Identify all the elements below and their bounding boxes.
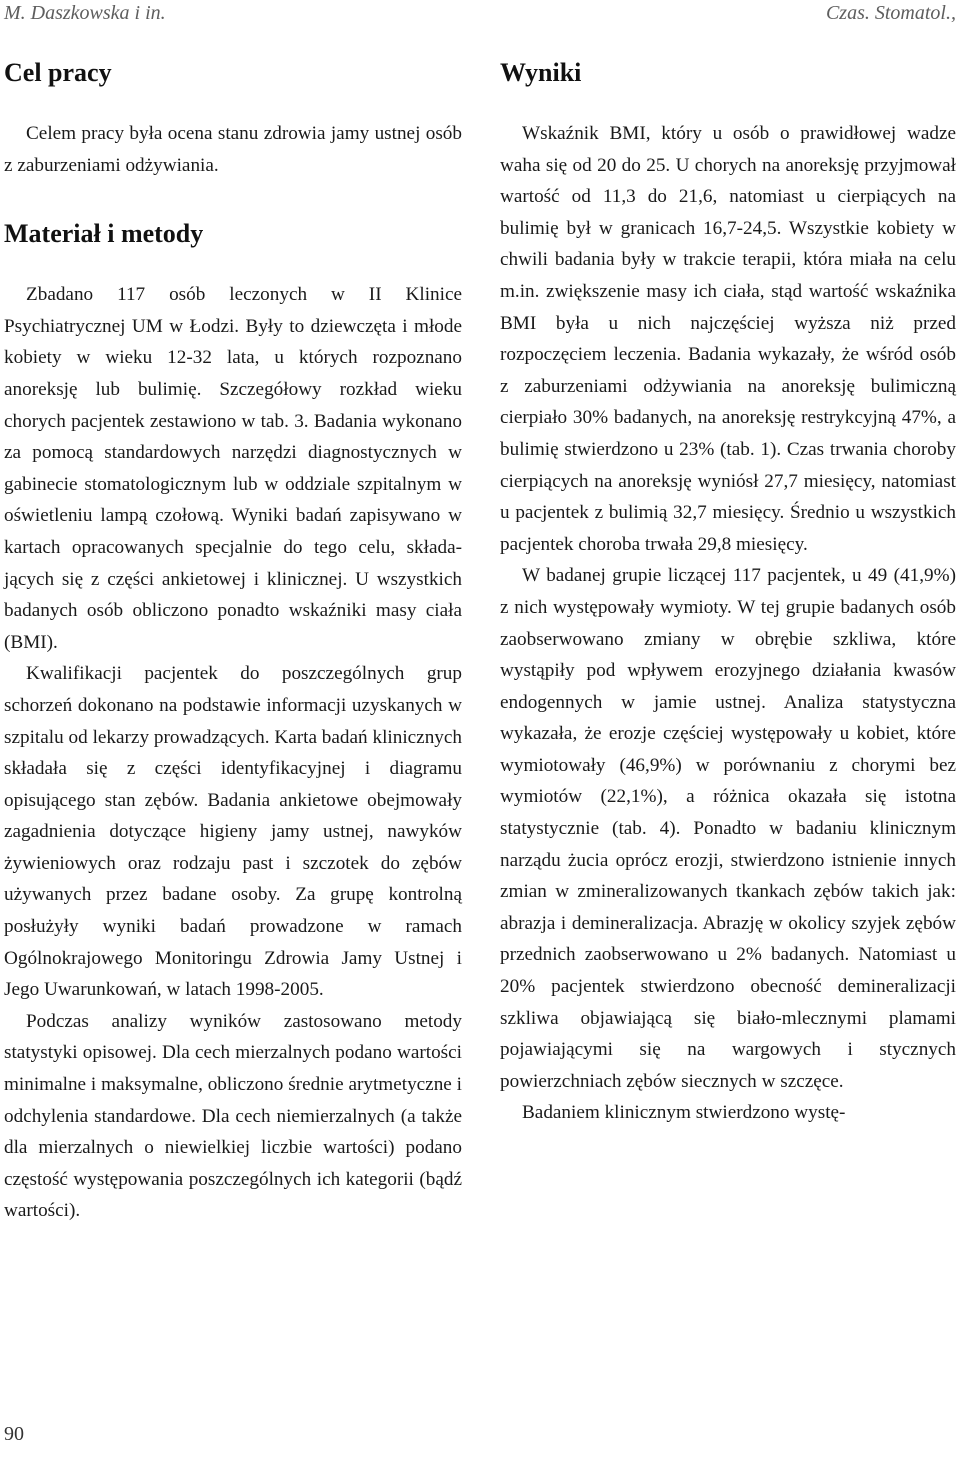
methods-paragraph-3: Podczas analizy wyników zastosowano metody statystyki opisowej. Dla cech mierzalnych podano wartości minimalne i maksymalne, obliczono średnie arytmetyczne i odchylenia standardowe. Dla cech niemierzalnych (a także dla mierzalnych o niewielkiej liczbie wartości) podano częstość występowania poszczególnych ich kategorii (bądź wartości). [4, 1010, 462, 1222]
results-paragraph-1: Wskaźnik BMI, który u osób o prawidłowej wadze waha się od 20 do 25. U chorych na anoreksję przyjmował wartość od 11,3 do 21,6, natomiast u cierpiących na bulimię był w granicach 16,7-24,5. Wszystkie kobiety w chwili badania były w trakcie terapii, która miała na celu m.in. zwiększenie masy ich ciała, stąd wartość wskaźnika BMI była u nich najczęściej wyższa niż przed rozpoczęciem leczenia. Badania wykazały, że wśród osób z zaburzeniami odżywiania na anoreksję bulimiczną cierpiało 30% badanych, na anoreksję restrykcyjną 47%, a bulimię stwierdzono u 23% (tab. 1). Czas trwania choroby cierpiących na anoreksję wyniósł 27,7 miesięcy, natomiast u pacjentek z bulimią 32,7 miesięcy. Średnio u wszystkich pacjentek choroba trwała 29,8 miesięcy. [500, 123, 956, 555]
running-head-authors: M. Daszkowska i in. [4, 2, 166, 24]
methods-paragraph-1: Zbadano 117 osób leczonych w II Klinice Psychiatrycznej UM w Łodzi. Były to dziewczęta i młode kobiety w wieku 12-32 lata, u których rozpoznano anoreksję lub bulimię. Szczegółowy rozkład wieku chorych pacjentek zestawiono w tab. 3. Badania wykonano za pomocą standardowych narzędzi diagnostycznych w gabinecie stomatologicznym lub w oddziale szpitalnym w oświetleniu lampą czołową. Wyniki badań zapisywano w kartach opracowanych specjalnie do tego celu, składających się z części ankietowej i klinicznej. U wszystkich badanych osób obliczono ponadto wskaźniki masy ciała (BMI). [4, 284, 462, 653]
right-column [500, 54, 956, 1129]
methods-heading: Materiał i metody [4, 219, 204, 249]
aim-paragraph: Celem pracy była ocena stanu zdrowia jamy ustnej osób z zaburzeniami odżywiania. [4, 123, 462, 176]
page-number: 90 [4, 1423, 24, 1445]
running-head-journal: Czas. Stomatol., [825, 2, 956, 24]
running-head [0, 2, 960, 28]
results-paragraph-2: W badanej grupie liczącej 117 pacjentek, u 49 (41,9%) z nich występowały wymioty. W tej grupie badanych osób zaobserwowano zmiany w obrębie szkliwa, które wystąpiły pod wpływem erozyjnego działania kwasów endogennych w jamie ustnej. Analiza statystyczna wykazała, że erozje częściej występowały u kobiet, które wymiotowały (46,9%) w porównaniu z chorymi bez wymiotów (22,1%), a różnica okazała się istotna statystycznie (tab. 4). Ponadto w badaniu klinicznym narządu żucia oprócz erozji, stwierdzono istnienie innych zmian w zmineralizowanych tkankach zębów takich jak: abrazja i demineralizacja. Abrazję w okolicy szyjek zębów przednich zaobserwowano u 2% badanych. Natomiast u 20% pacjentek stwierdzono obecność demineralizacji szkliwa objawiającą się biało-mlecznymi plamami pojawiającymi się na wargowych i stycznych powierzchniach zębów siecznych w szczęce. [500, 565, 956, 1092]
results-paragraph-3: Badaniem klinicznym stwierdzono wystę- [522, 1102, 846, 1124]
results-heading: Wyniki [500, 58, 582, 87]
aim-heading: Cel pracy [4, 58, 112, 87]
methods-paragraph-2: Kwalifikacji pacjentek do poszczególnych grup schorzeń dokonano na podstawie informacji uzyskanych w szpitalu od lekarzy prowadzących. Karta badań klinicznych składała się z części identyfikacyjnej i diagramu opisującego stan zębów. Badania ankietowe obejmowały zagadnienia dotyczące higieny jamy ustnej, nawyków żywieniowych oraz rodzaju past i szczotek do zębów używanych przez badane osoby. Za grupę kontrolną posłużyły wyniki badań prowadzone w ramach Ogólnokrajowego Monitoringu Zdrowia Jamy Ustnej i Jego Uwarunkowań, w latach 1998-2005. [4, 663, 462, 1001]
left-column [4, 54, 462, 1227]
